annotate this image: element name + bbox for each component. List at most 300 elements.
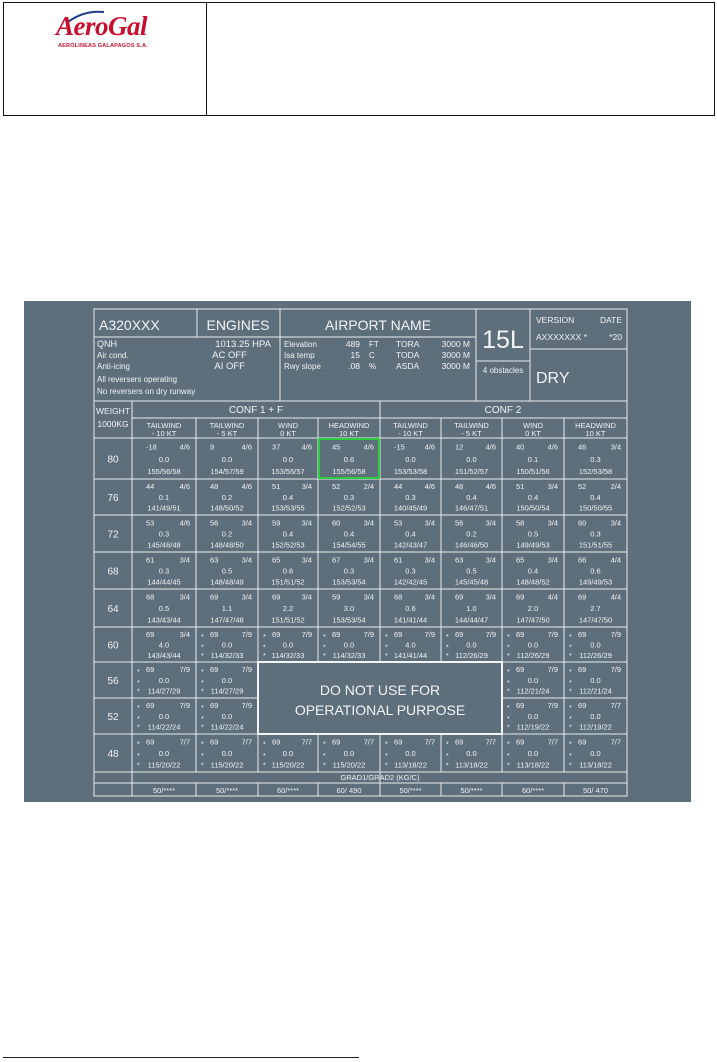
cell-flap-setting: 7/9 [241,701,252,711]
cell-correction: 0.0 [466,749,477,759]
aircond-value: AC OFF [212,350,247,361]
cell-temperature: 69 [210,701,219,711]
cell-star: * [137,715,140,723]
cell-speeds: 114/32/33 [332,650,366,660]
cell-speeds: 114/27/29 [147,686,181,696]
cell-temperature: 44 [394,482,403,492]
cell-correction: 0.3 [590,454,601,464]
cell-flap-setting: 3/4 [547,555,558,565]
cell-star: * [507,741,510,749]
cell-flap-setting: 7/9 [363,629,374,639]
cell-flap-setting: 4/6 [301,442,312,452]
cell-speeds: 142/42/45 [393,577,428,587]
cell-speeds: 112/19/22 [579,722,612,732]
weight-value: 72 [107,529,119,541]
cell-speeds: 154/57/59 [210,467,244,477]
cell-star: * [507,652,510,660]
cell-correction: 0.0 [158,454,170,464]
cell-speeds: 115/20/22 [147,760,181,770]
cell-temperature: 68 [394,592,403,602]
takeoff-chart [24,301,691,802]
cell-flap-setting: 3/4 [241,555,252,565]
cell-temperature: 69 [394,737,403,747]
cell-flap-setting: 7/7 [241,737,252,747]
cell-temperature: 52 [332,482,341,492]
date-value: *20 [609,332,622,342]
cell-flap-setting: 7/7 [610,701,621,711]
cell-star: * [569,633,572,641]
wind-column-value: 0 KT [280,429,296,438]
cell-star: * [446,633,449,641]
cell-correction: 0.0 [343,749,355,759]
cell-temperature: 69 [516,737,525,747]
cell-speeds: 112/21/24 [579,686,612,696]
cell-temperature: 69 [146,701,155,711]
cell-star: * [569,652,572,660]
cell-temperature: 69 [332,737,341,747]
logo-text: AeroGal [56,11,147,41]
cell-temperature: 69 [332,629,341,639]
cell-star: * [201,633,204,641]
weight-value: 60 [107,640,119,652]
cell-correction: 2.2 [282,604,294,614]
cell-speeds: 155/56/58 [147,467,181,477]
cell-temperature: 69 [578,629,587,639]
cell-temperature: 69 [516,665,525,675]
cell-star: * [507,688,510,696]
cell-temperature: 48 [210,482,219,492]
cell-speeds: 152/52/53 [332,503,366,513]
cell-correction: 0.0 [282,454,294,464]
cell-correction: 0.0 [527,640,539,650]
cell-temperature: 69 [146,665,155,675]
reversers-line-2: No reversers on dry runway [97,387,196,396]
reversers-line-1: All reversers operating [97,375,178,384]
cell-star: * [201,724,204,732]
cell-star: * [201,688,204,696]
cell-temperature: 69 [272,592,281,602]
airport-param-label: Rwy slope [284,362,321,371]
cell-temperature: 69 [516,629,525,639]
cell-speeds: 153/55/57 [271,467,305,477]
cell-flap-setting: 3/4 [610,442,621,452]
cell-flap-setting: 3/4 [485,555,496,565]
antiice-value: AI OFF [214,361,245,372]
cell-correction: 0.6 [405,604,416,614]
cell-temperature: 56 [455,518,464,528]
cell-correction: 0.0 [527,675,539,685]
cell-flap-setting: 7/9 [301,629,312,639]
cell-star: * [385,644,388,652]
airport-param-unit: FT [369,340,379,349]
cell-star: * [569,705,572,713]
cell-temperature: 69 [578,701,587,711]
cell-star: * [507,669,510,677]
cell-star: * [201,652,204,660]
cell-flap-setting: 2/4 [610,482,621,492]
cell-speeds: 151/52/57 [454,467,489,477]
cell-star: * [137,753,140,761]
cell-star: * [569,724,572,732]
warning-line-2: OPERATIONAL PURPOSE [294,702,466,718]
cell-flap-setting: 7/9 [424,629,435,639]
weight-label: WEIGHT [96,406,130,416]
cell-star: * [385,753,388,761]
cell-star: * [507,644,510,652]
cell-speeds: 114/32/33 [210,650,244,660]
cell-temperature: 69 [455,629,464,639]
airport-param-unit: % [369,362,377,371]
cell-correction: 0.0 [221,749,233,759]
cell-star: * [263,753,266,761]
cell-temperature: 53 [146,518,155,528]
cell-flap-setting: 4/4 [547,592,558,602]
cell-correction: 0.0 [158,675,170,685]
cell-flap-setting: 3/4 [610,518,621,528]
cell-correction: 2.0 [527,604,539,614]
cell-speeds: 113/18/22 [455,760,488,770]
cell-speeds: 112/26/29 [579,650,612,660]
cell-flap-setting: 3/4 [301,592,312,602]
header-divider [206,3,207,115]
obstacles-label: 4 obstacles [482,366,524,375]
cell-correction: 3.0 [343,604,355,614]
wind-column-title: HEADWIND [575,421,616,430]
cell-speeds: 114/22/24 [147,722,181,732]
wind-column-title: TAILWIND [146,421,182,430]
airport-param-value: .08 [348,361,360,371]
cell-star: * [569,753,572,761]
cell-flap-setting: 7/7 [547,737,558,747]
grad-value: 60/**** [521,786,545,795]
cell-correction: 1.0 [466,604,477,614]
cell-flap-setting: 3/4 [547,482,558,492]
cell-temperature: 51 [516,482,525,492]
cell-speeds: 141/49/51 [147,503,181,513]
cell-correction: 0.0 [466,454,477,464]
cell-speeds: 149/49/53 [578,577,613,587]
cell-flap-setting: 3/4 [301,482,312,492]
cell-star: * [507,679,510,687]
grad-label: GRAD1/GRAD2 (KG/C) [340,773,420,782]
cell-correction: 4.0 [405,640,416,650]
cell-correction: 0.6 [282,566,294,576]
cell-speeds: 152/52/53 [271,540,305,550]
cell-temperature: 48 [455,482,464,492]
qnh-label: QNH [97,339,117,349]
cell-temperature: 69 [394,629,403,639]
cell-correction: 0.4 [527,566,539,576]
cell-speeds: 114/32/33 [271,650,305,660]
cell-star: * [201,762,204,770]
cell-temperature: 12 [455,442,464,452]
cell-temperature: 44 [146,482,155,492]
cell-speeds: 146/47/51 [454,503,489,513]
cell-correction: 0.3 [405,492,416,502]
cell-speeds: 140/45/49 [393,503,428,513]
cell-speeds: 112/21/24 [516,686,550,696]
cell-star: * [201,705,204,713]
cell-speeds: 148/48/52 [516,577,550,587]
document-header [3,2,715,116]
cell-correction: 0.0 [590,711,601,721]
cell-correction: 0.0 [221,711,233,721]
cell-flap-setting: 4/6 [179,482,190,492]
distance-value: 3000 M [441,339,470,349]
cell-speeds: 143/43/44 [147,650,181,660]
cell-correction: 0.2 [221,492,233,502]
cell-speeds: 144/44/45 [147,577,181,587]
cell-speeds: 153/53/54 [332,577,366,587]
cell-star: * [137,688,140,696]
cell-correction: 0.3 [343,492,355,502]
cell-star: * [201,715,204,723]
cell-flap-setting: 4/6 [179,442,190,452]
cell-star: * [323,762,326,770]
cell-correction: 0.0 [158,749,170,759]
weight-value: 68 [107,566,119,578]
wind-column-title: WIND [278,421,298,430]
cell-correction: 0.3 [158,566,170,576]
cell-temperature: 60 [332,518,341,528]
cell-speeds: 150/50/54 [516,503,550,513]
cell-temperature: 45 [332,442,341,452]
cell-flap-setting: 7/9 [179,701,190,711]
cell-temperature: 61 [394,555,403,565]
cell-speeds: 114/22/24 [210,722,244,732]
airport-param-label: Isa temp [284,351,315,360]
cell-speeds: 115/20/22 [332,760,366,770]
airport-param-unit: C [369,351,375,360]
cell-correction: 0.4 [590,492,601,502]
grad-value: 50/ 470 [582,786,609,795]
cell-correction: 0.3 [405,566,416,576]
wind-column-title: TAILWIND [393,421,428,430]
cell-star: * [446,762,449,770]
cell-flap-setting: 4/6 [424,442,435,452]
cell-correction: 0.0 [527,711,539,721]
cell-star: * [507,715,510,723]
cell-correction: 4.0 [158,640,170,650]
cell-temperature: 9 [210,442,215,452]
cell-star: * [507,753,510,761]
cell-speeds: 143/43/44 [147,615,181,625]
grad-value: 50/**** [152,786,176,795]
cell-star: * [201,644,204,652]
cell-flap-setting: 4/6 [363,442,374,452]
wind-column-title: TAILWIND [454,421,489,430]
cell-temperature: 66 [578,555,587,565]
aircraft-label: A320XXX [99,317,160,333]
weight-value: 52 [107,712,119,723]
cell-star: * [507,762,510,770]
cell-temperature: 46 [578,442,587,452]
weight-value: 80 [107,454,119,466]
cell-correction: 0.0 [527,749,539,759]
cell-temperature: 60 [578,518,587,528]
cell-correction: 0.6 [343,454,355,464]
wind-column-value: - 10 KT [151,429,177,438]
cell-flap-setting: 3/4 [241,518,252,528]
grad-value: 50/**** [399,786,422,795]
cell-star: * [201,753,204,761]
cell-speeds: 147/47/50 [578,615,613,625]
weight-value: 48 [107,749,119,760]
antiice-label: Anti-icing [97,362,130,371]
cell-flap-setting: 7/9 [547,701,558,711]
takeoff-chart-svg [24,301,691,802]
cell-speeds: 153/53/55 [271,503,305,513]
runway-condition: DRY [536,370,570,387]
distance-label: TODA [396,350,420,360]
distance-value: 3000 M [441,361,470,371]
cell-correction: 0.5 [466,566,477,576]
grad-value: 60/**** [276,786,300,795]
cell-flap-setting: 7/9 [547,629,558,639]
cell-speeds: 144/44/47 [454,615,489,625]
cell-temperature: 65 [272,555,281,565]
weight-value: 64 [107,604,119,615]
cell-flap-setting: 7/9 [241,629,252,639]
cell-temperature: 69 [516,592,525,602]
cell-correction: 1.1 [221,604,233,614]
cell-temperature: 59 [332,592,341,602]
qnh-value: 1013.25 HPA [215,339,271,350]
cell-speeds: 149/49/53 [516,540,550,550]
grad-value: 50/**** [215,786,239,795]
cell-star: * [263,633,266,641]
cell-star: * [323,741,326,749]
cell-temperature: 69 [516,701,525,711]
wind-column-title: TAILWIND [209,421,245,430]
cell-star: * [385,741,388,749]
cell-star: * [137,741,140,749]
cell-flap-setting: 3/4 [547,518,558,528]
aircond-label: Air cond. [97,351,129,360]
aerogal-logo [56,11,176,53]
cell-flap-setting: 7/9 [485,629,496,639]
cell-speeds: 148/48/50 [210,540,244,550]
cell-temperature: 58 [516,518,525,528]
cell-correction: 0.4 [282,492,294,502]
version-value: AXXXXXXX * [536,332,588,342]
cell-speeds: 141/41/44 [393,650,428,660]
cell-correction: 0.2 [221,529,233,539]
cell-flap-setting: 4/6 [485,482,496,492]
cell-star: * [137,762,140,770]
cell-star: * [263,652,266,660]
cell-flap-setting: 3/4 [301,555,312,565]
cell-temperature: 69 [272,737,281,747]
cell-flap-setting: 4/6 [547,442,558,452]
cell-correction: 0.0 [282,640,294,650]
cell-star: * [323,633,326,641]
cell-flap-setting: 4/6 [241,482,252,492]
wind-column-value: 0 KT [525,429,541,438]
cell-star: * [569,741,572,749]
cell-star: * [446,753,449,761]
distance-label: TORA [396,339,420,349]
cell-temperature: 68 [146,592,155,602]
cell-correction: 0.0 [405,454,416,464]
cell-star: * [569,715,572,723]
conf-label: CONF 1 + F [228,405,284,416]
cell-flap-setting: 7/9 [610,665,621,675]
weight-value: 56 [107,676,119,687]
cell-temperature: 69 [578,592,587,602]
cell-flap-setting: 3/4 [241,592,252,602]
cell-flap-setting: 7/7 [363,737,374,747]
grad-value: 60/ 490 [336,786,362,795]
cell-speeds: 151/51/52 [271,615,305,625]
cell-flap-setting: 7/9 [610,629,621,639]
distance-value: 3000 M [441,350,470,360]
warning-line-1: DO NOT USE FOR [319,682,441,698]
cell-flap-setting: 3/4 [179,592,190,602]
cell-correction: 0.0 [590,640,601,650]
cell-flap-setting: 7/7 [301,737,312,747]
cell-temperature: 52 [578,482,587,492]
cell-temperature: 56 [210,518,219,528]
cell-correction: 0.6 [590,566,601,576]
cell-flap-setting: 4/4 [610,555,621,565]
cell-star: * [137,669,140,677]
cell-speeds: 145/45/48 [454,577,489,587]
cell-correction: 0.5 [527,529,539,539]
cell-star: * [137,705,140,713]
cell-speeds: 152/53/58 [578,467,613,477]
cell-temperature: 40 [516,442,525,452]
grad-value: 50/**** [460,786,483,795]
cell-flap-setting: 7/7 [610,737,621,747]
cell-correction: 0.0 [221,675,233,685]
cell-temperature: 69 [210,592,219,602]
cell-speeds: 148/50/52 [210,503,244,513]
cell-star: * [569,688,572,696]
cell-temperature: 69 [455,737,464,747]
version-label: VERSION [536,315,575,325]
wind-column-value: - 5 KT [461,429,482,438]
cell-speeds: 155/56/58 [332,467,366,477]
cell-speeds: 142/43/47 [393,540,428,550]
cell-correction: 0.0 [466,640,477,650]
wind-column-value: 10 KT [585,429,606,438]
cell-star: * [201,669,204,677]
cell-flap-setting: 3/4 [179,629,190,639]
cell-speeds: 114/27/29 [210,686,244,696]
cell-correction: 0.0 [405,749,416,759]
cell-temperature: 69 [455,592,464,602]
cell-star: * [263,644,266,652]
cell-correction: 0.3 [590,529,601,539]
cell-correction: 0.2 [466,529,477,539]
cell-temperature: 61 [146,555,155,565]
cell-flap-setting: 2/4 [363,482,374,492]
cell-temperature: 69 [146,629,155,639]
cell-correction: 0.1 [158,492,170,502]
cell-flap-setting: 3/4 [424,555,435,565]
cell-flap-setting: 3/4 [363,518,374,528]
cell-correction: 0.0 [221,454,233,464]
cell-correction: 0.4 [343,529,355,539]
cell-star: * [385,762,388,770]
cell-correction: 0.0 [343,640,355,650]
cell-temperature: 53 [394,518,403,528]
cell-star: * [385,633,388,641]
cell-speeds: 113/18/22 [579,760,612,770]
wind-column-title: HEADWIND [328,421,370,430]
cell-star: * [323,644,326,652]
